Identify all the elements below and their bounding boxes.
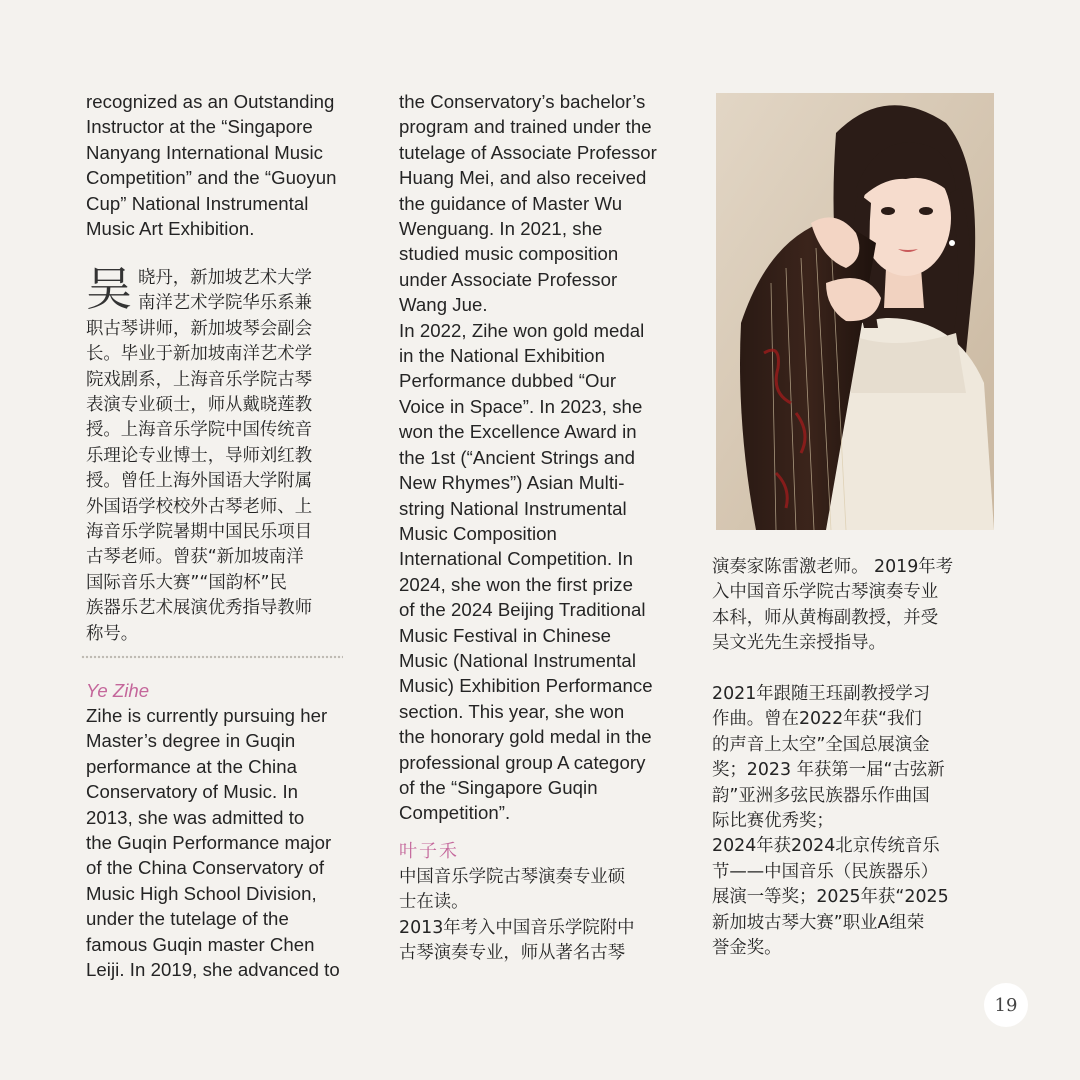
ye-zihe-english-bio-continued	[399, 89, 694, 826]
text-line: 的声音上太空”全国总展演金	[712, 734, 930, 755]
text-line: Wang Jue.	[399, 294, 488, 316]
text-line: performance at the China	[86, 755, 298, 777]
text-line: won the Excellence Award in	[399, 421, 637, 443]
text-line: Music Art Exhibition.	[86, 218, 255, 240]
text-line: 南洋艺术学院华乐系兼	[138, 293, 312, 314]
dotted-divider	[81, 655, 343, 659]
text-line: 晓丹，新加坡艺术大学	[138, 268, 312, 288]
text-line: the honorary gold medal in the	[399, 726, 652, 748]
text-line: under Associate Professor	[399, 268, 618, 290]
text-line: 授。上海音乐学院中国传统音	[86, 420, 313, 441]
text-line: in the National Exhibition	[399, 345, 605, 367]
text-line: 2013, she was admitted to	[86, 806, 305, 828]
text-line: Wenguang. In 2021, she	[399, 218, 603, 240]
text-line: 2024, she won the first prize	[399, 573, 633, 595]
text-line: Voice in Space”. In 2023, she	[399, 395, 643, 417]
text-line: 海音乐学院暑期中国民乐项目	[86, 522, 313, 543]
chinese-paragraph	[86, 262, 376, 647]
ye-zihe-chinese-bio	[399, 865, 689, 967]
text-line: 2013年考入中国音乐学院附中	[399, 917, 635, 938]
text-line: professional group A category	[399, 751, 646, 773]
text-line: 授。曾任上海外国语大学附属	[86, 471, 313, 492]
text-line: 表演专业硕士，师从戴晓莲教	[86, 395, 313, 416]
text-line: 新加坡古琴大赛”职业A组荣	[712, 912, 925, 933]
text-line: Music High School Division,	[86, 882, 317, 904]
text-line: the Guqin Performance major	[86, 832, 332, 854]
text-line: under the tutelage of the	[86, 908, 289, 930]
text-line: 入中国音乐学院古琴演奏专业	[712, 582, 939, 603]
text-line: 演奏家陈雷激老师。 2019年考	[712, 557, 954, 577]
text-line: 作曲。曾在2022年获“我们	[712, 709, 922, 730]
text-line: Nanyang International Music	[86, 141, 324, 163]
drop-cap: 吴	[86, 262, 132, 316]
ye-zihe-chinese-bio-continued	[712, 555, 1002, 657]
text-line: 乐理论专业博士，导师刘红教	[86, 445, 313, 466]
text-line: Music Festival in Chinese	[399, 624, 612, 646]
text-line: 奖；2023 年获第一届“古弦新	[712, 760, 945, 781]
text-line: recognized as an Outstanding	[86, 91, 335, 112]
text-line: 长。毕业于新加坡南洋艺术学	[86, 344, 313, 365]
text-line: Master’s degree in Guqin	[86, 730, 296, 752]
text-line: the 1st (“Ancient Strings and	[399, 446, 636, 468]
text-line: of the “Singapore Guqin	[399, 776, 598, 798]
text-line: of the China Conservatory of	[86, 857, 325, 879]
text-line: Performance dubbed “Our	[399, 370, 617, 392]
intro-english-paragraph	[86, 89, 376, 241]
text-line: 职古琴讲师，新加坡琴会副会	[86, 318, 313, 339]
text-line: 称号。	[86, 623, 139, 644]
text-line: 节——中国音乐（民族器乐）	[712, 861, 939, 882]
text-line: studied music composition	[399, 243, 619, 265]
text-line: Instructor at the “Singapore	[86, 116, 313, 138]
text-line: 士在读。	[399, 892, 469, 913]
text-line: Music) Exhibition Performance	[399, 675, 653, 697]
ye-zihe-name-english: Ye Zihe	[86, 680, 150, 701]
text-line: 古琴演奏专业，师从著名古琴	[399, 943, 626, 964]
text-line: In 2022, Zihe won gold medal	[399, 319, 645, 341]
text-line: 际比赛优秀奖；	[712, 811, 834, 832]
text-line: Cup” National Instrumental	[86, 192, 309, 214]
text-line: Leiji. In 2019, she advanced to	[86, 959, 340, 981]
text-line: string National Instrumental	[399, 497, 627, 519]
ye-zihe-chinese-awards	[712, 682, 1002, 961]
text-line: Music (National Instrumental	[399, 649, 637, 671]
text-line: 外国语学校校外古琴老师、上	[86, 496, 313, 517]
text-line: 2021年跟随王珏副教授学习	[712, 684, 931, 704]
portrait-photo	[716, 93, 994, 530]
text-line: Zihe is currently pursuing her	[86, 705, 328, 726]
text-line: famous Guqin master Chen	[86, 933, 315, 955]
text-line: 族器乐艺术展演优秀指导教师	[86, 598, 313, 619]
text-line: Competition” and the “Guoyun	[86, 167, 337, 189]
text-line: the Conservatory’s bachelor’s	[399, 91, 646, 112]
page-number: 19	[984, 983, 1028, 1027]
text-line: 本科，师从黄梅副教授，并受	[712, 607, 939, 628]
text-line: Conservatory of Music. In	[86, 781, 299, 803]
text-line: International Competition. In	[399, 548, 634, 570]
text-line: 院戏剧系，上海音乐学院古琴	[86, 369, 313, 390]
ye-zihe-name-chinese: 叶子禾	[399, 841, 459, 862]
text-line: New Rhymes”) Asian Multi-	[399, 472, 625, 494]
text-line: 誉金奖。	[712, 938, 782, 959]
text-line: Competition”.	[399, 802, 511, 824]
text-line: of the 2024 Beijing Traditional	[399, 599, 646, 621]
text-line: tutelage of Associate Professor	[399, 141, 657, 163]
ye-zihe-english-bio	[86, 703, 376, 982]
portrait-illustration	[716, 93, 994, 530]
text-line: 中国音乐学院古琴演奏专业硕	[399, 867, 626, 887]
text-line: 韵”亚洲多弦民族器乐作曲国	[712, 785, 930, 806]
text-line: 展演一等奖；2025年获“2025	[712, 887, 949, 908]
text-line: 国际音乐大赛”“国韵杯”民	[86, 572, 287, 593]
text-line: 古琴老师。曾获“新加坡南洋	[86, 547, 304, 568]
text-line: 2024年获2024北京传统音乐	[712, 836, 940, 857]
wu-xiaodan-chinese-bio	[86, 262, 376, 647]
text-line: Huang Mei, and also received	[399, 167, 647, 189]
text-line: the guidance of Master Wu	[399, 192, 623, 214]
text-line: program and trained under the	[399, 116, 652, 138]
text-line: Music Composition	[399, 522, 557, 544]
text-line: section. This year, she won	[399, 700, 625, 722]
text-line: 吴文光先生亲授指导。	[712, 633, 886, 654]
